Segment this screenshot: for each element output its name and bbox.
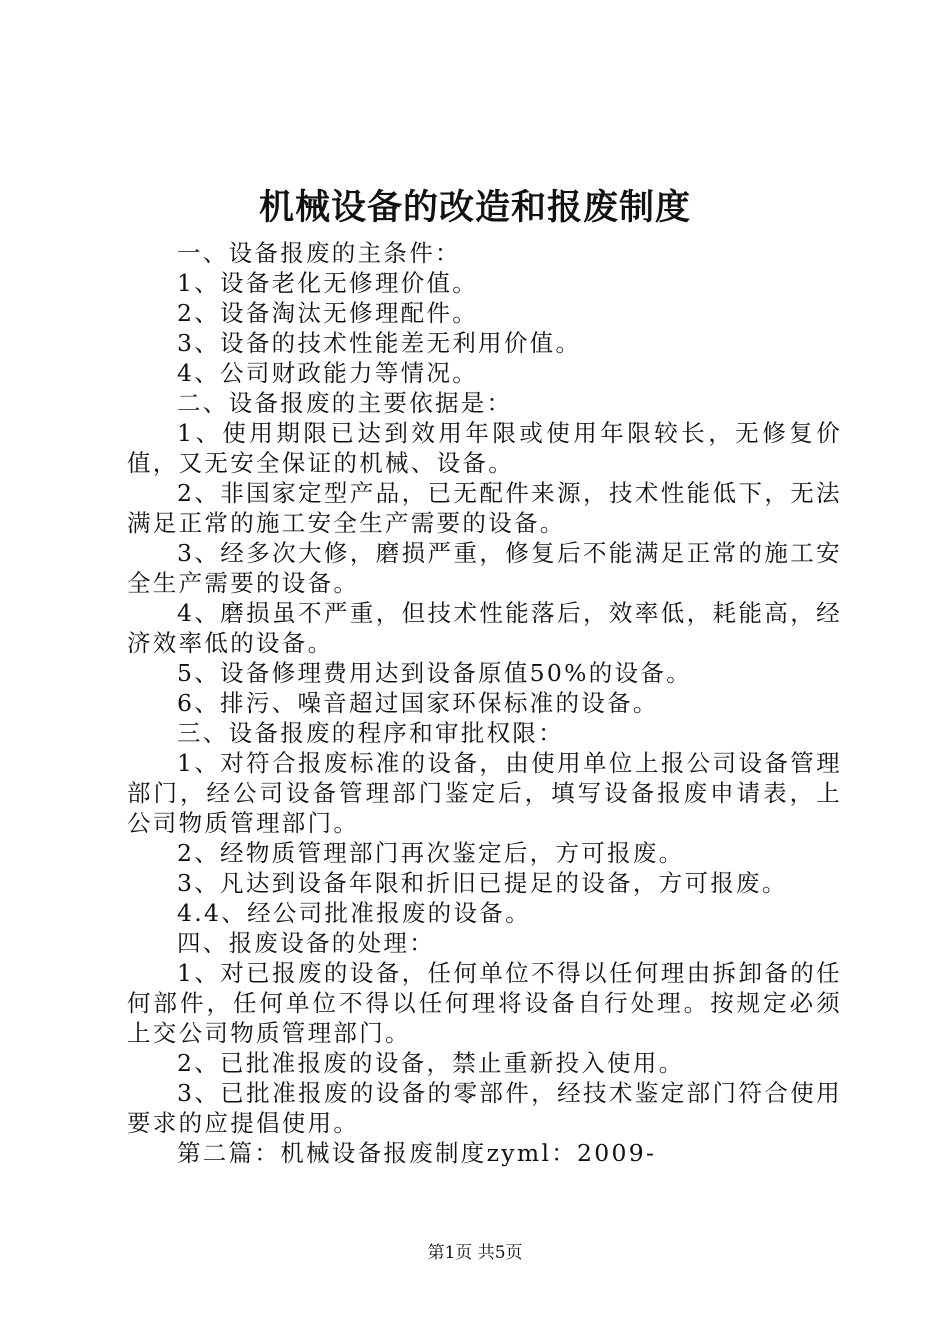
document-body <box>127 238 842 1168</box>
page-number: 第1页 共5页 <box>427 1243 523 1263</box>
basis-item: 5、设备修理费用达到设备原值50%的设备。 <box>177 659 692 687</box>
section-heading-procedure: 三、设备报废的程序和审批权限： <box>177 719 564 747</box>
basis-item: 4、磨损虽不严重，但技术性能落后，效率低，耗能高，经济效率低的设备。 <box>127 599 842 657</box>
procedure-item: 2、经物质管理部门再次鉴定后，方可报废。 <box>177 839 685 867</box>
condition-item: 2、设备淘汰无修理配件。 <box>177 299 479 327</box>
condition-item: 1、设备老化无修理价值。 <box>177 269 479 297</box>
procedure-item: 3、凡达到设备年限和折旧已提足的设备，方可报废。 <box>177 869 788 897</box>
section-heading-conditions: 一、设备报废的主条件： <box>177 239 461 267</box>
procedure-item: 4.4、经公司批准报废的设备。 <box>177 899 531 927</box>
procedure-item: 1、对符合报废标准的设备，由使用单位上报公司设备管理部门，经公司设备管理部门鉴定后，填写设备报废申请表，上公司物质管理部门。 <box>127 749 842 837</box>
condition-item: 3、设备的技术性能差无利用价值。 <box>177 329 582 357</box>
section-heading-handling: 四、报废设备的处理： <box>177 929 435 957</box>
next-chapter-heading: 第二篇：机械设备报废制度zyml：2009- <box>177 1139 657 1167</box>
document-title: 机械设备的改造和报废制度 <box>258 187 691 228</box>
basis-item: 6、排污、噪音超过国家环保标准的设备。 <box>177 689 659 717</box>
basis-item: 3、经多次大修，磨损严重，修复后不能满足正常的施工安全生产需要的设备。 <box>127 539 842 597</box>
condition-item: 4、公司财政能力等情况。 <box>177 359 479 387</box>
handling-item: 3、已批准报废的设备的零部件，经技术鉴定部门符合使用要求的应提倡使用。 <box>127 1079 842 1137</box>
section-heading-basis: 二、设备报废的主要依据是： <box>177 389 513 417</box>
basis-item: 1、使用期限已达到效用年限或使用年限较长，无修复价值，又无安全保证的机械、设备。 <box>127 419 842 477</box>
handling-item: 2、已批准报废的设备，禁止重新投入使用。 <box>177 1049 685 1077</box>
basis-item: 2、非国家定型产品，已无配件来源，技术性能低下，无法满足正常的施工安全生产需要的设备。 <box>127 479 842 537</box>
handling-item: 1、对已报废的设备，任何单位不得以任何理由拆卸备的任何部件，任何单位不得以任何理将设备自行处理。按规定必须上交公司物质管理部门。 <box>127 959 842 1047</box>
